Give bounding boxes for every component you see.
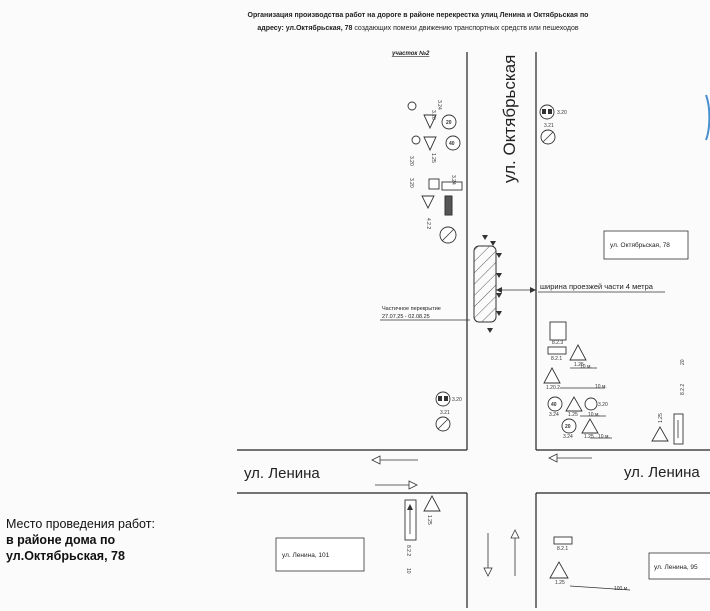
bl-label-125: 1.25: [426, 515, 432, 525]
sign-label-r-5: 3.24: [549, 412, 559, 418]
dist-1: 10 м.: [580, 364, 592, 370]
sign-cluster-right: [544, 322, 612, 440]
sign-label-tl-4: 1.25: [430, 153, 436, 163]
sign-label-r-6: 1.25: [568, 412, 578, 418]
speed-sign-20-top: 20: [446, 120, 452, 126]
work-place-line-3: ул.Октябрьская, 78: [6, 549, 125, 563]
sign-label-ml-2: 3.21: [440, 410, 450, 416]
br-label-821: 8.2.1: [557, 546, 569, 552]
speed-sign-20-right: 20: [565, 424, 571, 430]
sign-cluster-top-right: [540, 105, 567, 144]
sign-label-r-8: 3.24: [563, 434, 573, 440]
sign-label-r-7: 3.20: [598, 402, 608, 408]
section-label: участок №2: [392, 51, 430, 57]
scan-artifact: [706, 95, 709, 140]
work-place-line-2: в районе дома по: [6, 533, 116, 547]
sign-cluster-right-edge: [652, 359, 686, 444]
sign-label-tr-2: 3.21: [544, 123, 554, 129]
bl-label-10: 10: [405, 568, 411, 574]
building-lenina-95-label: ул. Ленина, 95: [654, 564, 698, 571]
edge-label-20: 20: [680, 359, 686, 365]
building-oktyabrskaya-78-label: ул. Октябрьская, 78: [610, 242, 670, 249]
building-lenina-101: [276, 538, 364, 571]
closure-label: Частичное перекрытие: [382, 306, 441, 312]
dist-4: 10 м.: [598, 434, 610, 440]
closure-dates: 27.07.25 - 02.08.25: [382, 314, 430, 320]
work-zone: [474, 235, 502, 333]
speed-sign-40-right: 40: [551, 402, 557, 408]
sign-label-tl-1: 3.20: [430, 110, 436, 120]
street-oktyabrskaya: ул. Октябрьская: [500, 54, 519, 183]
building-lenina-95: [649, 553, 710, 579]
dist-3: 10 м.: [588, 412, 600, 418]
sign-label-tl-2: 3.24: [436, 100, 442, 110]
dist-2: 10 м.: [595, 384, 607, 390]
header-line-2-rest: создающих помехи движению транспортных средств или пешеходов: [352, 25, 579, 32]
sign-label-ml-1: 3.20: [452, 397, 462, 403]
sign-label-tl-5: 3.24: [450, 175, 456, 185]
sign-label-r-4: 1.20.2: [546, 385, 560, 391]
sign-label-tl-3: 3.20: [408, 156, 414, 166]
street-lenina-left: ул. Ленина: [244, 465, 320, 482]
header-line-2-bold: адресу: ул.Октябрьская, 78: [257, 25, 353, 32]
building-oktyabrskaya-78: [604, 231, 688, 259]
street-lenina-right: ул. Ленина: [624, 464, 700, 481]
building-lenina-101-label: ул. Ленина, 101: [282, 552, 330, 559]
work-place-line-1: Место проведения работ:: [6, 517, 155, 531]
sign-label-r-9: 1.25: [584, 434, 594, 440]
sign-label-r-1: 8.2.3: [552, 340, 564, 346]
road-lines: [237, 52, 710, 608]
work-place-note: [6, 516, 206, 564]
sign-cluster-mid-left: [436, 392, 462, 431]
roadway-width-label: ширина проезжей части 4 метра: [540, 282, 653, 291]
speed-sign-40-top: 40: [449, 141, 455, 147]
header-line-2: [257, 24, 579, 32]
sign-cluster-bottom-right: [550, 537, 630, 592]
edge-label-822: 8.2.2: [680, 383, 686, 395]
sign-cluster-top-left: [408, 100, 462, 243]
header-line-1: Организация производства работ на дороге в районе перекрестка улиц Ленина и Октябрьская по: [247, 12, 589, 19]
sign-label-tr-1: 3.20: [557, 110, 567, 116]
sign-cluster-bottom-left: [405, 496, 440, 574]
bl-label-822: 8.2.2: [405, 545, 411, 557]
edge-label-125: 1.25: [658, 413, 664, 423]
br-label-100m: 100 м.: [614, 586, 629, 592]
sign-label-r-3: 1.25: [574, 362, 584, 368]
sign-label-tl-6: 3.20: [408, 178, 414, 188]
sign-label-tl-7: 4.2.2: [425, 218, 431, 230]
sign-label-r-2: 8.2.1: [551, 356, 563, 362]
br-label-125: 1.25: [555, 580, 565, 586]
